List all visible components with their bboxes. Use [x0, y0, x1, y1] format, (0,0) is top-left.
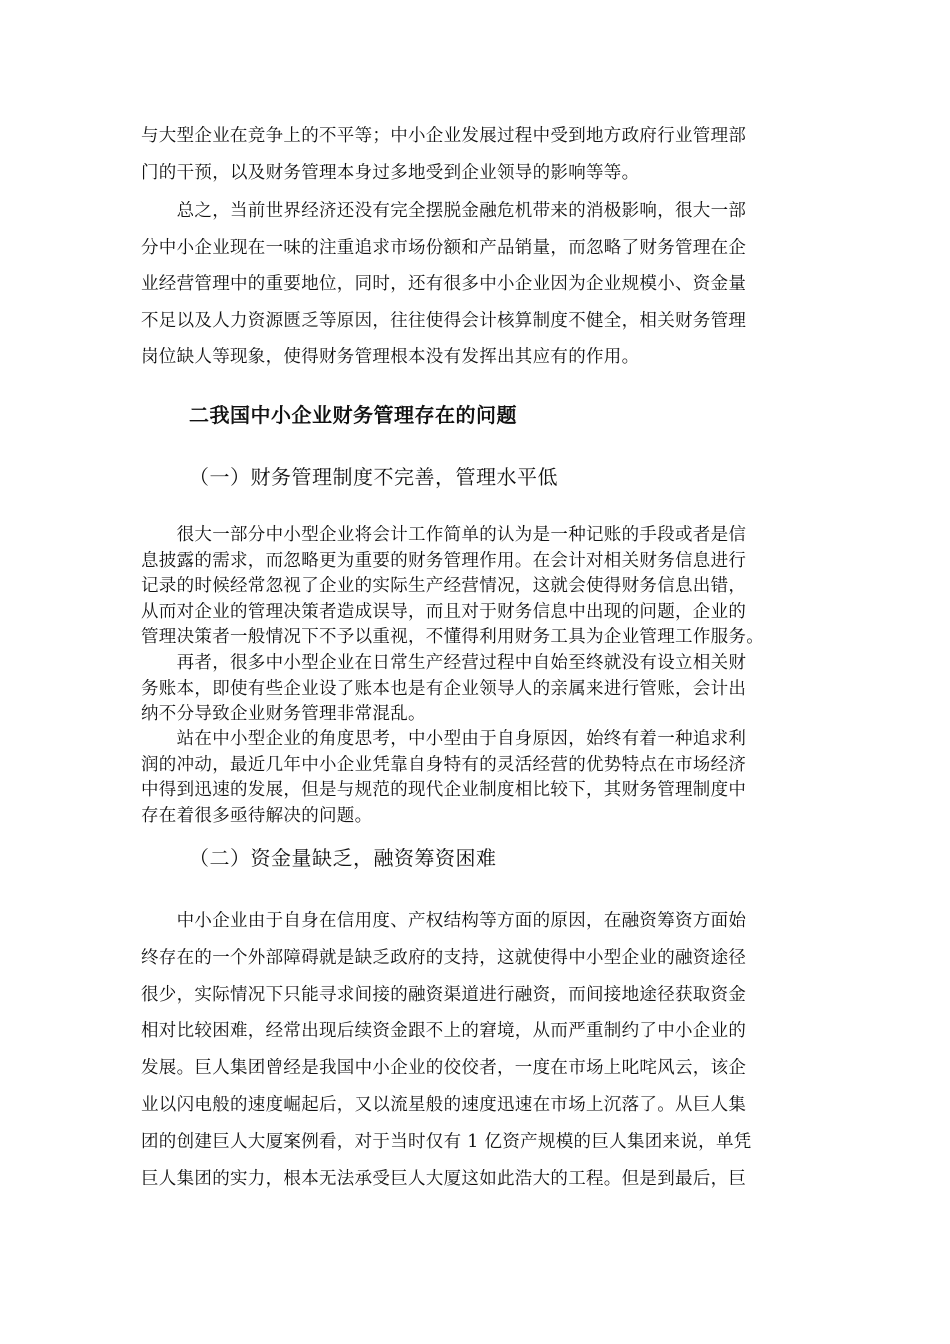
subsection-2-paragraph-1 [141, 903, 809, 1197]
subsection-2-heading: （二）资金量缺乏，融资筹资困难 [189, 846, 497, 870]
text-line: 存在着很多亟待解决的问题。 [141, 805, 373, 826]
text-line: 再者，很多中小型企业在日常生产经营过程中自始至终就没有设立相关财 [141, 653, 747, 673]
text-line: 业经营管理中的重要地位，同时，还有很多中小企业因为企业规模小、资金量 [141, 274, 747, 294]
text-line: 终存在的一个外部障碍就是缺乏政府的支持，这就使得中小型企业的融资途径 [141, 947, 747, 968]
text-line: 中小企业由于自身在信用度、产权结构等方面的原因，在融资筹资方面始 [141, 911, 747, 931]
section-heading: 二我国中小企业财务管理存在的问题 [189, 403, 517, 427]
text-line: 团的创建巨人大厦案例看，对于当时仅有 1 亿资产规模的巨人集团来说，单凭 [141, 1131, 752, 1152]
subsection-1-paragraph-1 [141, 523, 809, 651]
text-line: 业以闪电般的速度崛起后，又以流星般的速度迅速在市场上沉落了。从巨人集 [141, 1094, 747, 1115]
text-line: 管理决策者一般情况下不予以重视，不懂得利用财务工具为企业管理工作服务。 [141, 627, 764, 647]
text-line: 巨人集团的实力，根本无法承受巨人大厦这如此浩大的工程。但是到最后，巨 [141, 1168, 747, 1189]
text-line: 不足以及人力资源匮乏等原因，往往使得会计核算制度不健全，相关财务管理 [141, 310, 747, 331]
text-line: 从而对企业的管理决策者造成误导，而且对于财务信息中出现的问题，企业的 [141, 601, 747, 622]
text-line: 润的冲动，最近几年中小企业凭靠自身特有的灵活经营的优势特点在市场经济 [141, 754, 747, 775]
text-line: 中得到迅速的发展，但是与规范的现代企业制度相比较下，其财务管理制度中 [141, 780, 747, 800]
subsection-1-paragraph-2 [141, 651, 809, 728]
text-line: 发展。巨人集团曾经是我国中小企业的佼佼者，一度在市场上叱咤风云，该企 [141, 1058, 747, 1079]
text-line: 与大型企业在竞争上的不平等；中小企业发展过程中受到地方政府行业管理部 [141, 126, 747, 146]
text-line: 总之，当前世界经济还没有完全摆脱金融危机带来的消极影响，很大一部 [141, 201, 747, 221]
text-line: 站在中小型企业的角度思考，中小型由于自身原因，始终有着一种追求利 [141, 729, 747, 749]
text-line: 务账本，即使有些企业设了账本也是有企业领导人的亲属来进行管账，会计出 [141, 678, 747, 699]
text-line: 记录的时候经常忽视了企业的实际生产经营情况，这就会使得财务信息出错， [141, 576, 747, 596]
text-line: 息披露的需求，而忽略更为重要的财务管理作用。在会计对相关财务信息进行 [141, 550, 747, 571]
text-line: 很少，实际情况下只能寻求间接的融资渠道进行融资，而间接地途径获取资金 [141, 984, 747, 1005]
text-line: 相对比较困难，经常出现后续资金跟不上的窘境，从而严重制约了中小企业的 [141, 1021, 747, 1042]
subsection-1-heading: （一）财务管理制度不完善，管理水平低 [189, 465, 558, 489]
top-paragraph [141, 118, 809, 191]
subsection-1-paragraph-3 [141, 727, 809, 829]
text-line: 分中小企业现在一味的注重追求市场份额和产品销量，而忽略了财务管理在企 [141, 237, 747, 258]
text-line: 门的干预，以及财务管理本身过多地受到企业领导的影响等等。 [141, 162, 640, 183]
text-line: 岗位缺人等现象，使得财务管理根本没有发挥出其应有的作用。 [141, 347, 640, 367]
summary-paragraph [141, 193, 809, 376]
text-line: 纳不分导致企业财务管理非常混乱。 [141, 704, 426, 724]
text-line: 很大一部分中小型企业将会计工作简单的认为是一种记账的手段或者是信 [141, 525, 747, 545]
